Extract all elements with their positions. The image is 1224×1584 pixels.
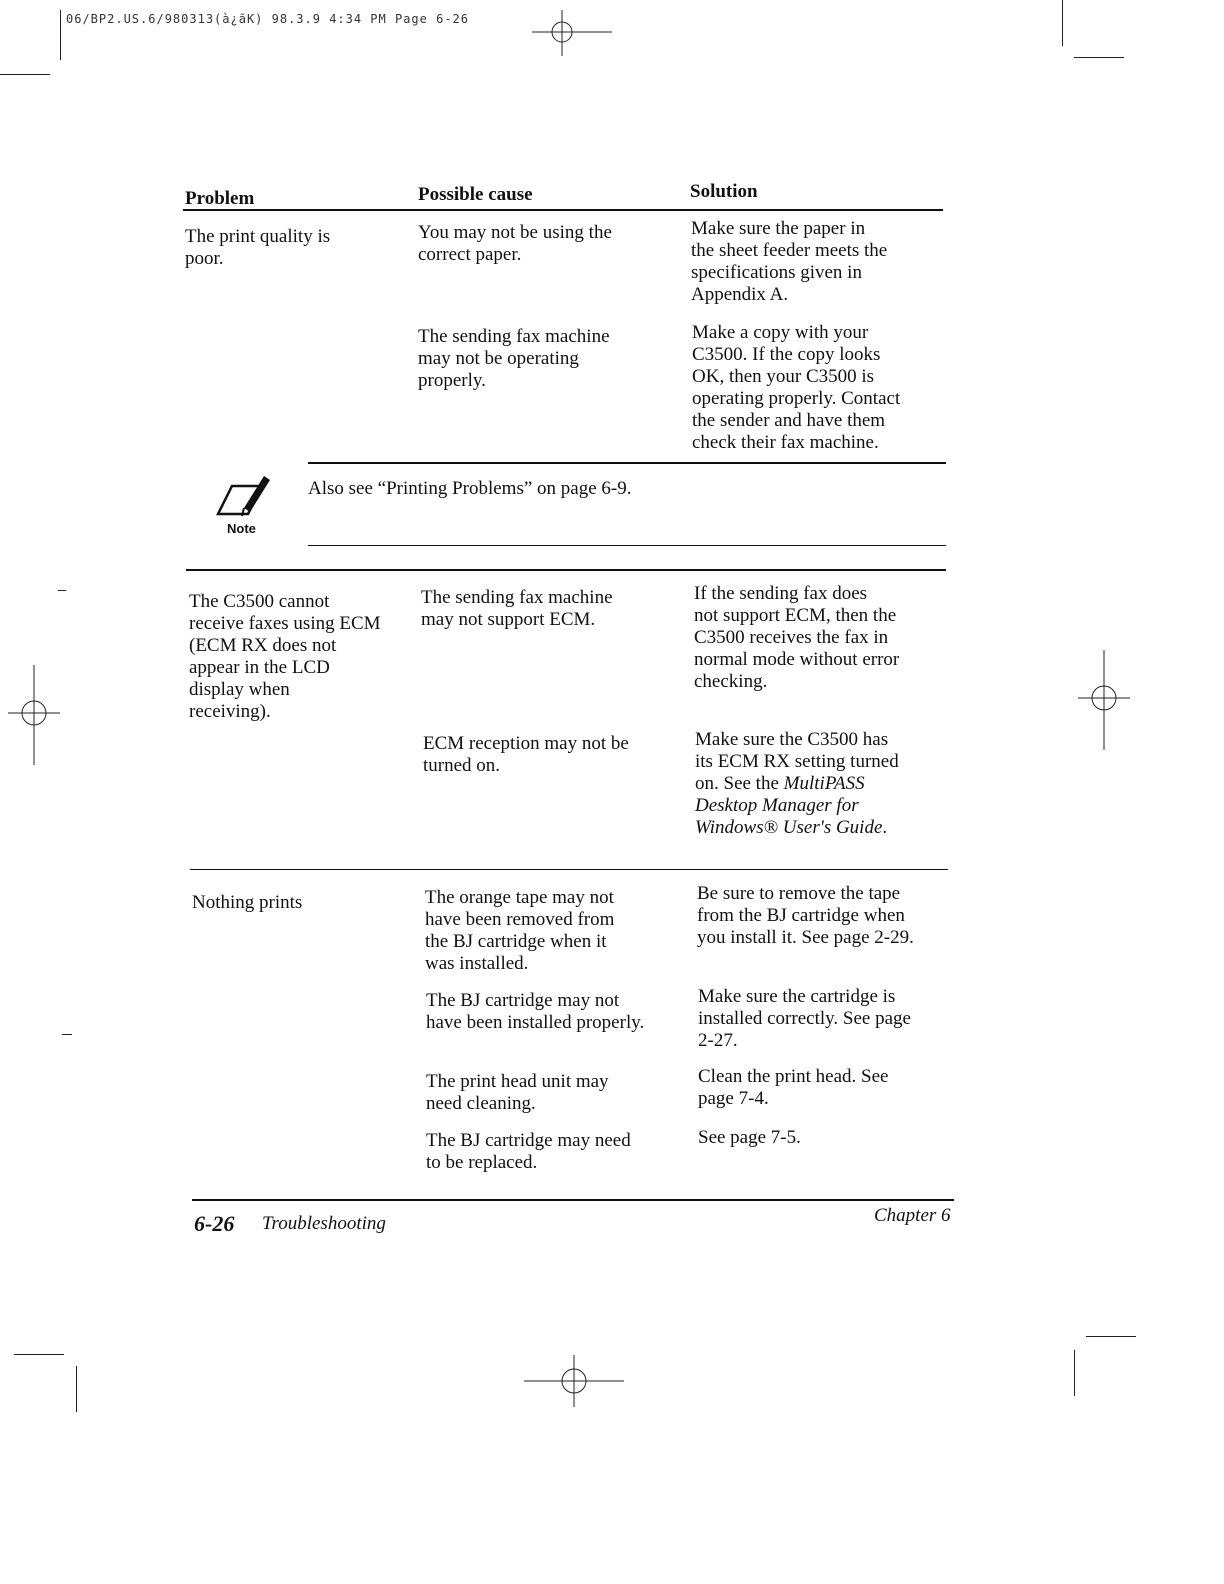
note-rule: [308, 545, 946, 546]
problem-print-quality: The print quality is poor.: [185, 226, 331, 269]
page-number: 6-26: [194, 1211, 235, 1236]
header-possible-cause: Possible cause: [418, 184, 533, 205]
crop-mark: [1086, 1336, 1136, 1337]
print-slug: 06/BP2.US.6/980313(à¿ãK) 98.3.9 4:34 PM Page 6-26: [66, 12, 470, 26]
cause-cell: The orange tape may not have been removed from the BJ cartridge when it was installed.: [425, 887, 615, 974]
cause-cell: The print head unit may need cleaning.: [426, 1071, 609, 1114]
solution-cell: Make sure the cartridge is installed correctly. See page 2-27.: [698, 986, 911, 1051]
cause-cell: ECM reception may not be turned on.: [423, 733, 629, 776]
solution-text: .: [882, 817, 888, 838]
registration-mark-icon: [8, 665, 60, 765]
crop-mark: [1074, 57, 1124, 58]
crop-mark: [1074, 1350, 1075, 1396]
cause-cell: You may not be using the correct paper.: [418, 222, 612, 265]
header-solution: Solution: [690, 181, 758, 202]
registration-mark-icon: [524, 1355, 624, 1407]
crop-mark: [58, 590, 66, 591]
cause-cell: The BJ cartridge may not have been installed properly.: [426, 990, 645, 1033]
solution-cell: [695, 729, 955, 839]
problem-ecm: The C3500 cannot receive faxes using ECM (ECM RX does not appear in the LCD display when receiving).: [189, 591, 381, 722]
section-rule: [190, 869, 948, 870]
note-text: Also see “Printing Problems” on page 6-9.: [308, 478, 632, 499]
section-rule: [308, 462, 946, 464]
solution-cell: Make sure the paper in the sheet feeder meets the specifications given in Appendix A.: [691, 218, 888, 305]
chapter-label: Chapter 6: [874, 1205, 951, 1226]
cause-cell: The BJ cartridge may need to be replaced.: [426, 1130, 631, 1173]
note-label: Note: [227, 521, 256, 536]
problem-nothing-prints: Nothing prints: [192, 892, 303, 913]
footer-rule: [192, 1199, 954, 1201]
registration-mark-icon: [1078, 650, 1130, 750]
crop-mark: [1062, 0, 1063, 46]
cause-cell: The sending fax machine may not support ECM.: [421, 587, 613, 630]
solution-text: Make sure the C3500 has its ECM RX setting turned on. See the: [695, 729, 899, 794]
crop-mark: [60, 10, 61, 60]
registration-mark-icon: [532, 10, 612, 56]
crop-mark: [76, 1366, 77, 1412]
solution-cell: See page 7-5.: [698, 1127, 801, 1148]
section-title: Troubleshooting: [262, 1213, 386, 1234]
cause-cell: The sending fax machine may not be operating properly.: [418, 326, 610, 391]
crop-mark: [14, 1354, 64, 1355]
pencil-note-icon: [214, 472, 272, 518]
solution-cell: If the sending fax does not support ECM, then the C3500 receives the fax in normal mode without error checking.: [694, 583, 900, 692]
section-rule: [186, 569, 946, 571]
solution-cell: Clean the print head. See page 7-4.: [698, 1066, 889, 1109]
guide-title: MultiPASS Desktop Manager for Windows® User's Guide: [695, 773, 883, 838]
solution-cell: Be sure to remove the tape from the BJ cartridge when you install it. See page 2-29.: [697, 883, 914, 948]
header-rule: [183, 209, 943, 211]
crop-mark: [0, 74, 50, 75]
header-problem: Problem: [185, 188, 255, 209]
solution-cell: Make a copy with your C3500. If the copy looks OK, then your C3500 is operating properly. Contact the sender and have them check their fax machine.: [692, 322, 901, 453]
crop-mark: [62, 1034, 72, 1035]
